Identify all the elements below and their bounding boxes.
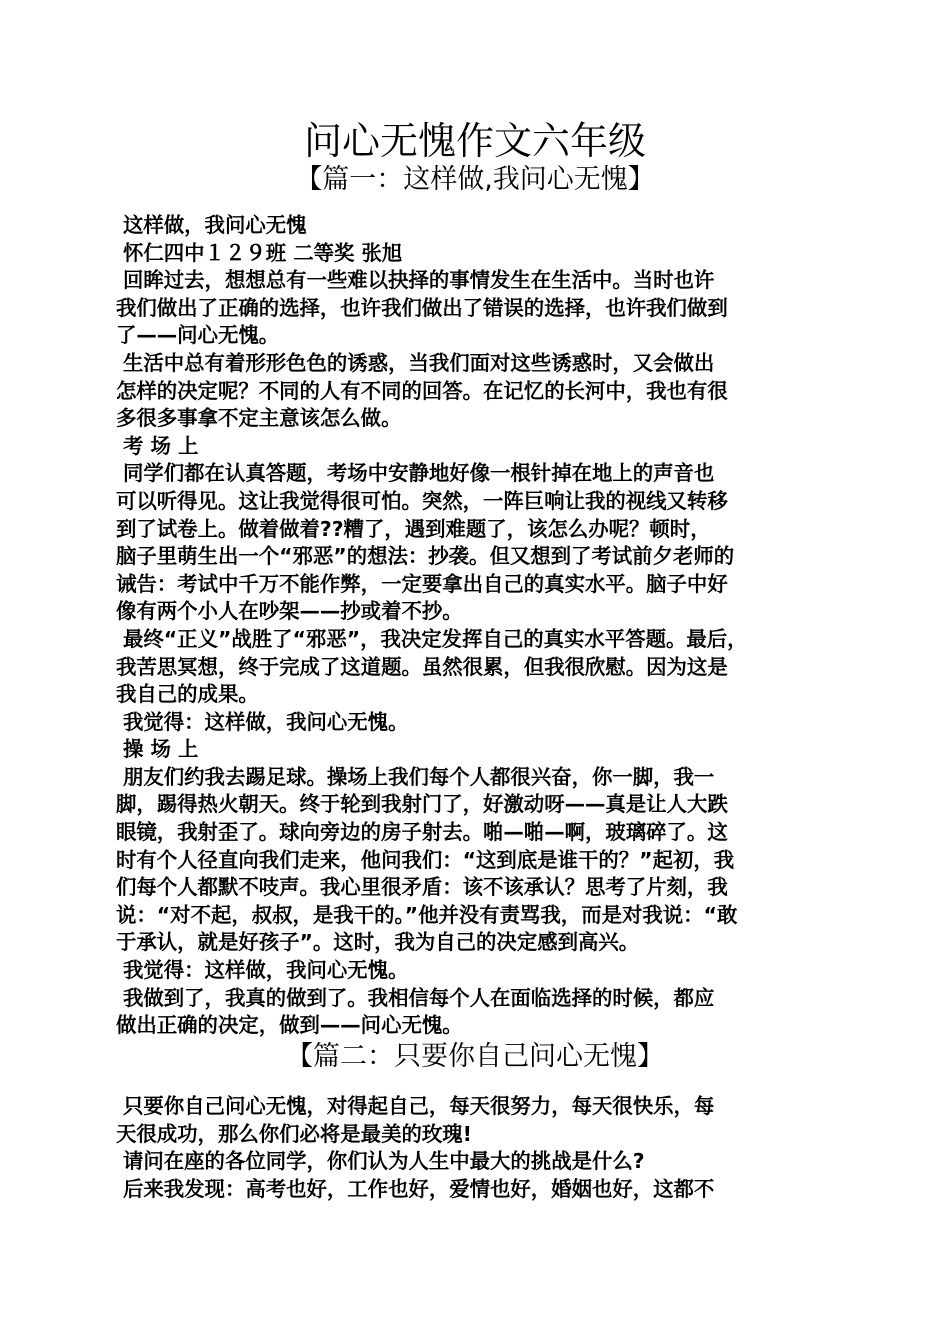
section-1-body (116, 212, 836, 1040)
document-title: 问心无愧作文六年级 (303, 119, 646, 163)
text-line: 只要你自己问心无愧，对得起自己，每天很努力，每天很快乐，每 (123, 1094, 715, 1118)
text-line: 们每个人都默不吱声。我心里很矛盾：该不该承认？思考了片刻，我 (116, 875, 728, 900)
text-line: 同学们都在认真答题，考场中安静地好像一根针掉在地上的声音也 (123, 461, 715, 486)
text-line: 怎样的决定呢？不同的人有不同的回答。在记忆的长河中，我也有很 (116, 378, 728, 403)
text-line: 后来我发现：高考也好，工作也好，爱情也好，婚姻也好，这都不 (123, 1176, 715, 1201)
text-line: 请问在座的各位同学，你们认为人生中最大的挑战是什么? (123, 1149, 645, 1174)
text-line: 多很多事拿不定主意该怎么做。 (116, 406, 402, 431)
text-line: 最终“正义”战胜了“邪恶”，我决定发挥自己的真实水平答题。最后， (123, 626, 748, 651)
section-2-body (116, 1093, 836, 1203)
text-line: 时有个人径直向我们走来，他问我们：“这到底是谁干的？”起初，我 (116, 847, 735, 872)
text-line: 眼镜，我射歪了。球向旁边的房子射去。啪—啪—啊，玻璃碎了。这 (116, 820, 728, 845)
text-line: 到了试卷上。做着做着??糟了，遇到难题了，该怎么办呢？顿时， (116, 516, 711, 541)
text-line: 我做到了，我真的做到了。我相信每个人在面临选择的时候，都应 (123, 985, 715, 1010)
text-line: 于承认，就是好孩子”。这时，我为自己的决定感到高兴。 (116, 930, 640, 955)
text-line: 像有两个小人在吵架——抄或着不抄。 (116, 599, 463, 624)
text-line: 朋友们约我去踢足球。操场上我们每个人都很兴奋，你一脚，我一 (123, 764, 715, 789)
text-line: 脑子里萌生出一个“邪恶”的想法：抄袭。但又想到了考试前夕老师的 (116, 544, 735, 569)
text-line: 我们做出了正确的选择，也许我们做出了错误的选择，也许我们做到 (116, 295, 728, 320)
text-line: 我苦思冥想，终于完成了这道题。虽然很累，但我很欣慰。因为这是 (116, 654, 728, 679)
text-line: 回眸过去，想想总有一些难以抉择的事情发生在生活中。当时也许 (123, 268, 715, 293)
section-2-heading: 【篇二：只要你自己问心无愧】 (286, 1041, 664, 1072)
text-line: 我自己的成果。 (116, 682, 259, 707)
text-line: 天很成功，那么你们必将是最美的玫瑰! (116, 1121, 472, 1146)
text-line: 诫告：考试中千万不能作弊，一定要拿出自己的真实水平。脑子中好 (116, 571, 728, 596)
text-line: 做出正确的决定，做到——问心无愧。 (116, 1013, 463, 1038)
text-line: 操 场 上 (123, 737, 199, 762)
text-line: 我觉得：这样做，我问心无愧。 (123, 709, 409, 734)
text-line: 考 场 上 (123, 433, 199, 458)
text-line: 怀仁四中１２９班 二等奖 张旭 (123, 240, 403, 265)
text-line: 这样做，我问心无愧 (123, 213, 307, 237)
section-1-heading: 【篇一：这样做,我问心无愧】 (295, 164, 655, 195)
text-line: 脚，踢得热火朝天。终于轮到我射门了，好激动呀——真是让人大跌 (116, 792, 728, 817)
text-line: 了——问心无愧。 (116, 323, 280, 348)
text-line: 我觉得：这样做，我问心无愧。 (123, 958, 409, 983)
text-line: 生活中总有着形形色色的诱惑，当我们面对这些诱惑时，又会做出 (123, 350, 715, 375)
text-line: 说：“对不起，叔叔，是我干的。”他并没有责骂我，而是对我说：“敢 (116, 902, 738, 927)
text-line: 可以听得见。这让我觉得很可怕。突然，一阵巨响让我的视线又转移 (116, 488, 728, 513)
